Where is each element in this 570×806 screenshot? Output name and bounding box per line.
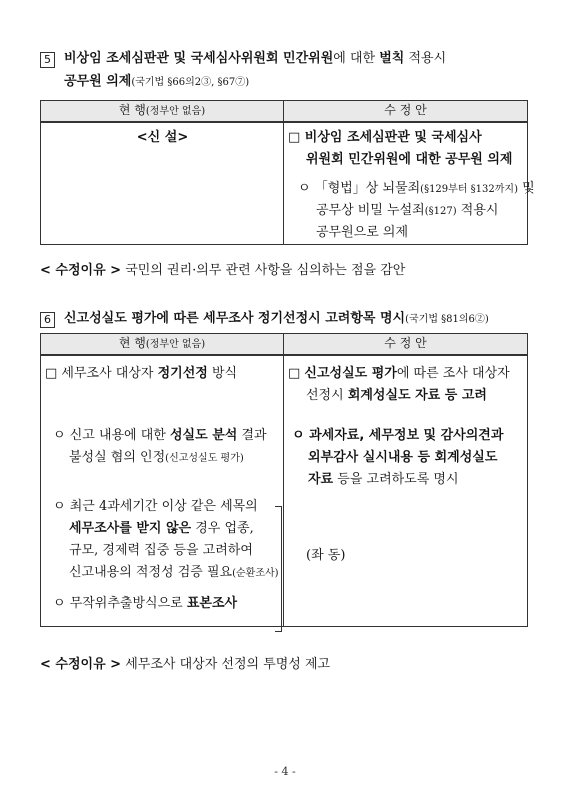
- section-6-title-ref: (국기법 §81의6②): [405, 314, 489, 325]
- section-5-reason-label: < 수정이유 >: [40, 263, 122, 278]
- section-6-cur-line6: 규모, 경제력 집중 등을 고려하여: [69, 543, 253, 558]
- cur-l5a: 세무조사를 받지 않은: [69, 521, 192, 536]
- rev-l1: □ 비상임 조세심판관 및 국세심사: [288, 130, 482, 145]
- rev-l5b: 등을 고려하도록 명시: [333, 472, 459, 487]
- rev-l4: 외부감사 실시내용 등 회계성실도: [308, 450, 498, 465]
- section-5-title-ref: (국기법 §66의2③, §67⑦): [131, 77, 250, 88]
- section-5-title-line1: [64, 48, 446, 70]
- cur-l2b: 성실도 분석: [170, 428, 238, 443]
- cur-l5b: 경우 업종,: [191, 521, 254, 536]
- section-5-rev-line3: [298, 178, 535, 201]
- cur-l3ref: (신고성실도 평가): [165, 453, 244, 464]
- cur-l1b: 정기선정: [157, 366, 208, 381]
- section-6-rev-line5: [308, 469, 459, 491]
- section-5-header-current: [41, 101, 284, 123]
- rev-l1b: 신고성실도 평가: [304, 366, 397, 381]
- section-6-cur-line7: [69, 562, 279, 585]
- section-6-rev-line3: [292, 425, 503, 447]
- cur-l7a: 신고내용의 적정성 검증 필요: [69, 565, 233, 580]
- section-5-current-cell: [41, 122, 284, 244]
- section-5-rev-line2: [306, 149, 512, 171]
- section-5-title-bold: 비상임 조세심판관 및 국세심사위원회 민간위원: [64, 51, 334, 66]
- page-number: - 4 -: [274, 765, 296, 778]
- section-6-revised-cell: [284, 355, 528, 626]
- section-6-title: [64, 308, 489, 331]
- cur-l2c: 결과: [237, 428, 267, 443]
- cur-l1a: □ 세무조사 대상자: [45, 366, 158, 381]
- section-5-reason-text: 국민의 권리·의무 관련 사항을 심의하는 점을 감안: [125, 263, 406, 278]
- section-5-number: 5: [40, 52, 55, 68]
- section-5-compare-table: [40, 100, 535, 245]
- section-5-rev-line4: [316, 200, 498, 223]
- header-revised-label: 수 정 안: [384, 336, 427, 350]
- section-6-rev-line4: [308, 447, 497, 469]
- section-6-header-revised: [284, 334, 528, 356]
- section-6-reason: [40, 655, 330, 675]
- section-5-title-line2: [64, 71, 249, 94]
- section-5-new-provision: <신 설>: [136, 130, 189, 145]
- section-6-reason-label: < 수정이유 >: [40, 657, 122, 672]
- section-6-title-bold: 신고성실도 평가에 따른 세무조사 정기선정시 고려항목 명시: [64, 311, 406, 326]
- rev-l2b: 회계성실도 자료 등 고려: [347, 388, 487, 403]
- header-current-note: (정부안 없음): [145, 339, 206, 350]
- cur-l2a: ㅇ 신고 내용에 대한: [53, 428, 170, 443]
- rev-l5a: 자료: [308, 472, 334, 487]
- rev-l4b: 적용시: [456, 203, 499, 218]
- rev-l3: ㅇ 과세자료, 세무정보 및 감사의견과: [292, 428, 504, 443]
- section-6-rev-same: (좌 동): [306, 548, 346, 563]
- rev-l4ref: (§127): [424, 206, 457, 217]
- header-current-note: (정부안 없음): [145, 106, 206, 117]
- section-5-title-deemed: 공무원 의제: [64, 74, 132, 89]
- rev-l4a: 공무상 비밀 누설죄: [316, 203, 425, 218]
- rev-l3ref: (§129부터 §132까지): [420, 184, 518, 195]
- section-6-number: 6: [40, 312, 55, 328]
- section-5-rev-line5: 공무원으로 의제: [316, 225, 409, 240]
- rev-l2: 위원회 민간위원에 대한 공무원 의제: [306, 152, 513, 167]
- section-6-header-current: [41, 334, 284, 356]
- header-current-label: 현 행: [118, 103, 146, 117]
- header-current-label: 현 행: [118, 336, 146, 350]
- section-6-cur-line3: [69, 447, 244, 470]
- rev-l2a: 선정시: [306, 388, 348, 403]
- section-6-compare-table: [40, 333, 528, 627]
- cur-l8a: ㅇ 무작위추출방식으로: [53, 596, 187, 611]
- rev-l1a: □: [288, 366, 305, 381]
- cur-l1c: 방식: [207, 366, 238, 381]
- section-5-rev-line1: [288, 127, 482, 149]
- rev-l1c: 에 따른 조사 대상자: [396, 366, 510, 381]
- section-6-cur-line8: [53, 593, 237, 615]
- section-5-title-mid: 에 대한: [333, 51, 380, 66]
- section-6-cur-line1: [45, 363, 237, 385]
- rev-l3a: ㅇ 「형법」상 뇌물죄: [298, 181, 421, 196]
- section-5-title-penalty: 벌칙: [379, 51, 405, 66]
- section-6-rev-line1: [288, 363, 510, 385]
- section-5-header-revised: [284, 101, 528, 123]
- grouping-bracket: [275, 506, 282, 632]
- cur-l3a: 불성실 혐의 인정: [69, 450, 166, 465]
- rev-l3b: 및: [517, 181, 535, 196]
- section-6-rev-line2: [306, 385, 487, 407]
- section-5-revised-cell: [284, 122, 535, 244]
- section-5-title-end: 적용시: [404, 51, 447, 66]
- section-6-cur-line2: [53, 425, 267, 447]
- cur-l8b: 표본조사: [186, 596, 238, 611]
- section-6-reason-text: 세무조사 대상자 선정의 투명성 제고: [125, 657, 331, 672]
- section-5-reason: [40, 261, 405, 281]
- cur-l7ref: (순환조사): [232, 568, 279, 579]
- section-6-current-cell: [41, 355, 284, 626]
- header-revised-label: 수 정 안: [384, 103, 427, 117]
- section-6-cur-line5: [69, 518, 254, 540]
- section-6-cur-line4: ㅇ 최근 4과세기간 이상 같은 세목의: [53, 499, 258, 514]
